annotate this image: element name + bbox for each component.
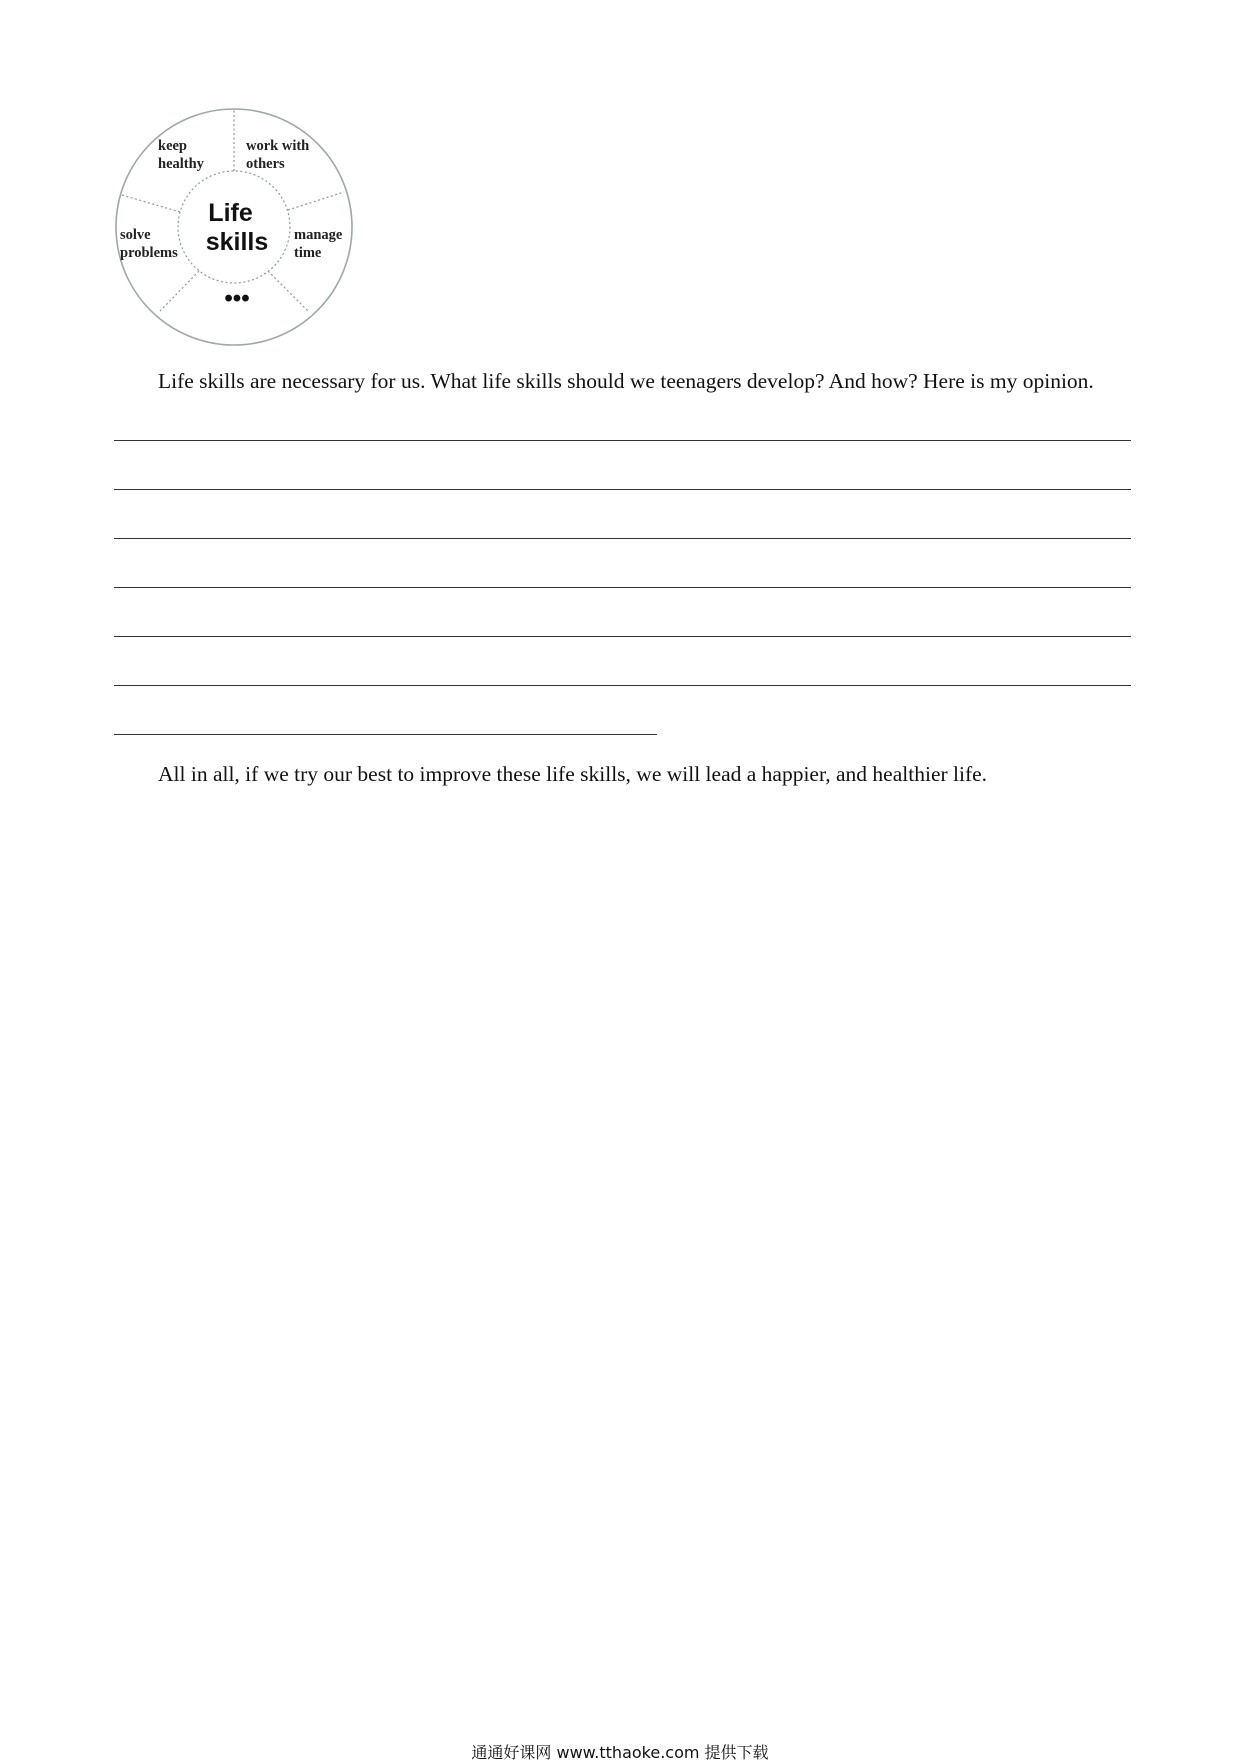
divider-lower-left <box>160 271 199 311</box>
footer-source: 通通好课网 www.tthaoke.com 提供下载 <box>471 1743 769 1762</box>
writing-line <box>114 489 1131 490</box>
divider-lower-right <box>268 271 308 311</box>
writing-line <box>114 440 1131 441</box>
segment-manage-time: manage time <box>294 227 343 261</box>
life-skills-diagram <box>110 108 354 352</box>
segment-more-ellipsis: ••• <box>224 285 250 312</box>
segment-work-with-others: work with others <box>246 138 310 172</box>
writing-line <box>114 538 1131 539</box>
writing-line <box>114 685 1131 686</box>
intro-sentence: Life skills are necessary for us. What life skills should we teenagers develop? And how? Here is my opinion. <box>158 369 1094 393</box>
writing-line-last <box>114 734 657 735</box>
segment-solve-problems: solve problems <box>120 227 178 261</box>
divider-upper-right <box>288 192 344 210</box>
writing-line <box>114 636 1131 637</box>
inner-circle <box>178 171 290 283</box>
diagram-center-title: Life skills <box>205 199 269 256</box>
segment-keep-healthy: keep healthy <box>158 138 204 172</box>
writing-line <box>114 587 1131 588</box>
divider-upper-left <box>122 195 180 212</box>
conclusion-sentence: All in all, if we try our best to improve these life skills, we will lead a happier, and healthier life. <box>158 762 988 786</box>
